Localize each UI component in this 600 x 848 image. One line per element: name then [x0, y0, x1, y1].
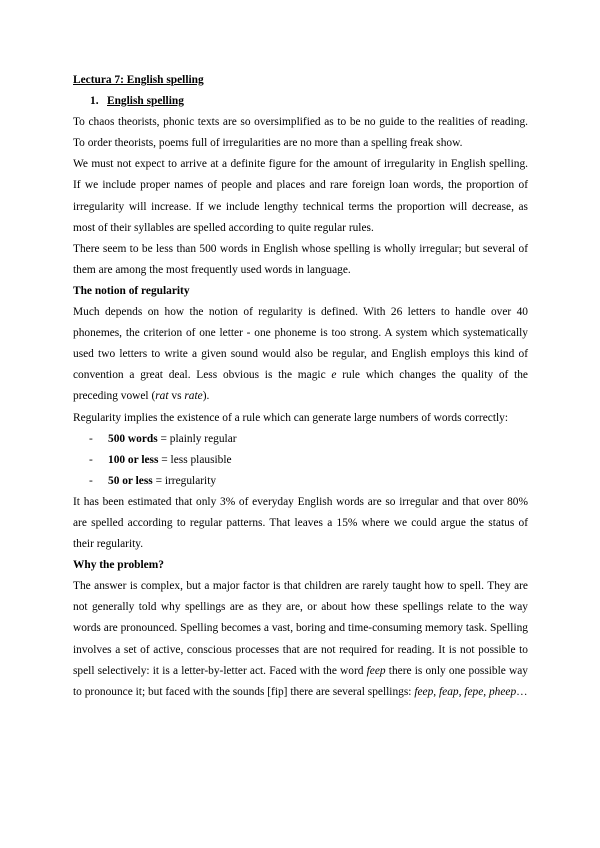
italic-rate: rate	[184, 390, 203, 403]
paragraph-regularity-implies: Regularity implies the existence of a rule which can generate large numbers of words correctly:	[73, 411, 509, 424]
text-segment: The answer is complex, but a major factor is that children are rarely taught how to spell. They are not generally told why spellings are as they are, or about how these spellings relate to the way words are pronounced. Spelling becomes a vast, boring and time-consuming memory task. Spelling involves a set of active, conscious processes that are not required for reading. It is not possible to spell selectively: it is a letter-by-letter act. Faced with the word	[73, 580, 528, 677]
paragraph-chaos-theorists: To chaos theorists, phonic texts are so oversimplified as to be no guide to the realities of reading. To order theorists, poems full of irregularities are no more than a spelling freak show.	[73, 116, 528, 150]
list-item	[89, 471, 528, 492]
list-item	[89, 450, 528, 471]
regularity-list	[73, 429, 528, 492]
list-item-text: = plainly regular	[157, 432, 237, 445]
paragraph-why-the-problem	[73, 576, 528, 703]
list-item	[89, 429, 528, 450]
list-item-bold: 50 or less	[108, 474, 153, 487]
list-item-bold: 500 words	[108, 432, 158, 445]
italic-feep: feep	[366, 664, 386, 677]
subheading-notion-of-regularity: The notion of regularity	[73, 284, 190, 297]
section-heading	[73, 91, 528, 112]
text-segment: there is only one possible way to pronounce it; but faced with the sounds [fip] there are several spellings:	[73, 664, 528, 698]
italic-spellings: feep, feap, fepe, pheep	[414, 685, 517, 698]
paragraph-irregularity-figure: We must not expect to arrive at a definite figure for the amount of irregularity in English spelling. If we include proper names of people and places and rare foreign loan words, the proportion of irregularity will increase. If we include lengthy technical terms the proportion will decrease, as most of their syllables are spelled according to quite regular rules.	[73, 158, 528, 234]
subheading-why-the-problem: Why the problem?	[73, 559, 164, 572]
text-segment: vs	[168, 390, 185, 403]
section-number: 1.	[90, 95, 99, 108]
section-title: English spelling	[107, 95, 184, 108]
document-title: Lectura 7: English spelling	[73, 74, 204, 86]
text-segment: Much depends on how the notion of regularity is defined. With 26 letters to handle over 40 phonemes, the criterion of one letter - one phoneme is too strong. A system which systematically used two letters to write a given sound would also be regular, and English employs this kind of convention a great deal. Less obvious is the magic	[73, 306, 528, 382]
text-segment: ).	[202, 390, 210, 403]
list-item-bold: 100 or less	[108, 453, 159, 466]
text-segment: …	[516, 685, 528, 698]
paragraph-estimates: It has been estimated that only 3% of everyday English words are so irregular and that over 80% are spelled according to regular patterns. That leaves a 15% where we could argue the status of their regularity.	[73, 495, 528, 551]
italic-e: e	[331, 369, 337, 382]
list-item-text: = irregularity	[152, 474, 217, 487]
paragraph-500-words: There seem to be less than 500 words in English whose spelling is wholly irregular; but several of them are among the most frequently used words in language.	[73, 242, 528, 276]
list-item-text: = less plausible	[158, 453, 232, 466]
dash-marker: -	[89, 432, 93, 445]
dash-marker: -	[89, 453, 93, 466]
text-segment: rule which changes the quality of the preceding vowel (	[73, 369, 528, 403]
italic-rat: rat	[155, 390, 169, 403]
paragraph-notion-of-regularity	[73, 302, 528, 407]
dash-marker: -	[89, 474, 93, 487]
